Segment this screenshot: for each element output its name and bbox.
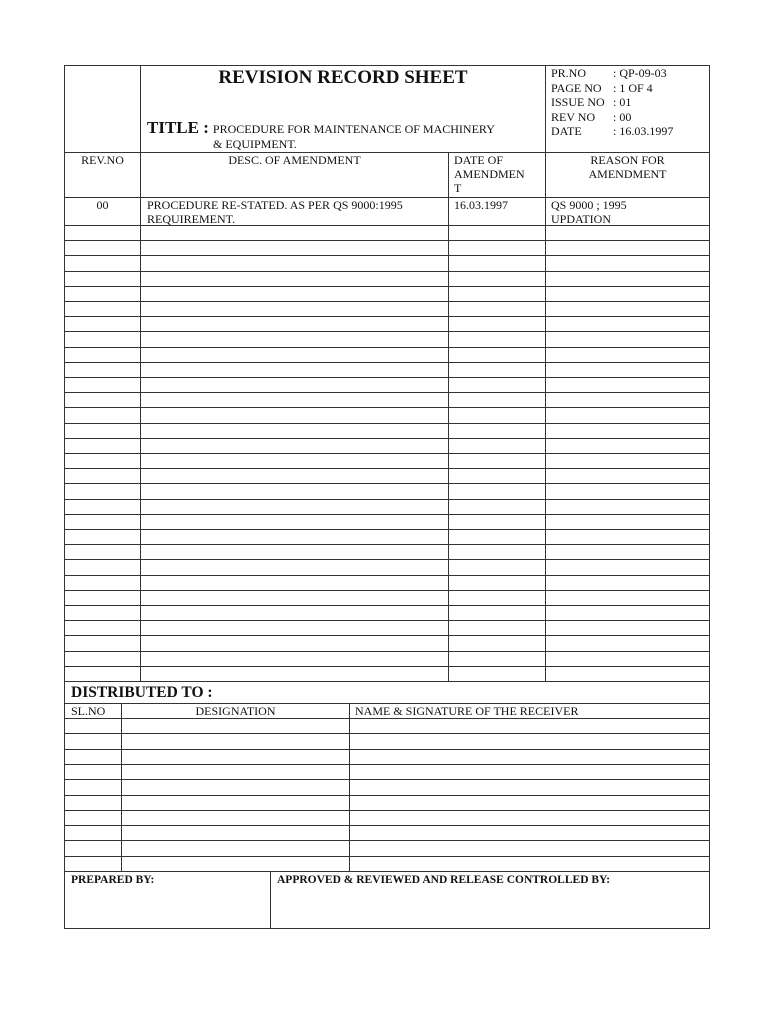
title-text-line2: & EQUIPMENT. [213,137,297,151]
document-meta [551,66,709,139]
meta-row [551,66,709,81]
dist-col-divider-2 [349,703,350,871]
dist-col-header-designation: DESIGNATION [195,704,276,718]
col-divider-date [448,197,449,681]
col-header-reason-line2: AMENDMENT [588,167,667,181]
row-description-line1: PROCEDURE RE-STATED. AS PER QS 9000:1995 [147,198,403,212]
distribution-heading: DISTRIBUTED TO : [71,684,213,701]
row-description [147,198,447,226]
table-row [65,331,709,332]
row-reason-line2: UPDATION [551,212,611,226]
col-header-description: DESC. OF AMENDMENT [228,153,361,167]
table-row [65,240,709,241]
table-row [65,271,709,272]
table-row [65,651,709,652]
table-row [65,840,709,841]
table-row [65,377,709,378]
table-row [65,392,709,393]
col-header-date-line3: T [454,181,462,195]
table-row [65,255,709,256]
table-row [65,438,709,439]
meta-row [551,81,709,96]
table-row [65,635,709,636]
table-row [65,749,709,750]
meta-value: : 01 [613,95,632,109]
meta-value: : QP-09-03 [613,66,667,80]
meta-row [551,124,709,139]
meta-key: PR.NO [551,66,587,80]
col-header-date-line2: AMENDMEN [454,167,525,181]
dist-col-header-receiver: NAME & SIGNATURE OF THE RECEIVER [355,704,579,718]
row-reason [551,198,707,226]
table-row [65,605,709,606]
table-row [65,362,709,363]
table-row [65,825,709,826]
table-row [65,514,709,515]
table-row [65,764,709,765]
approved-by-label: APPROVED & REVIEWED AND RELEASE CONTROLLED BY: [277,874,611,886]
col-divider-rev [140,197,141,681]
meta-value: : 00 [613,109,632,124]
col-header-date-line1: DATE OF [454,153,504,167]
col-header-reason [546,153,709,181]
table-row [65,347,709,348]
table-row [65,681,709,682]
table-row [65,779,709,780]
page-title: REVISION RECORD SHEET [218,67,468,88]
dist-col-header-sl-no: SL.NO [71,704,106,718]
document-title [147,119,547,151]
table-row [65,499,709,500]
footer-top-line [65,871,709,872]
footer-divider [270,871,271,929]
row-reason-line1: QS 9000 ; 1995 [551,198,627,212]
title-label: TITLE : [147,118,209,137]
table-row [65,620,709,621]
prepared-by-label: PREPARED BY: [71,874,155,886]
revision-record-sheet [64,65,710,929]
meta-row [551,110,709,125]
meta-row [551,95,709,110]
table-row [65,856,709,857]
meta-key: PAGE NO [551,80,602,95]
table-row [65,733,709,734]
table-row [65,529,709,530]
table-row [65,225,709,226]
table-row [65,407,709,408]
table-row [65,559,709,560]
meta-value: : 1 OF 4 [613,80,653,95]
meta-value: : 16.03.1997 [613,124,674,138]
table-row [65,316,709,317]
table-row [65,423,709,424]
meta-key: REV NO [551,109,596,124]
col-header-reason-line1: REASON FOR [590,153,665,167]
table-row [65,718,709,719]
col-divider-date-header [448,152,449,197]
row-description-line2: REQUIREMENT. [147,212,236,226]
col-divider-reason [545,197,546,681]
table-row [65,483,709,484]
title-text-line1: PROCEDURE FOR MAINTENANCE OF MACHINERY [212,122,495,136]
col-header-rev-no: REV.NO [81,153,124,167]
col-header-date [454,153,546,195]
table-row [65,795,709,796]
table-row [65,544,709,545]
meta-key: DATE [551,124,582,138]
table-row [65,453,709,454]
meta-key: ISSUE NO [551,95,605,109]
table-row [65,286,709,287]
table-row [65,590,709,591]
table-row [65,575,709,576]
row-rev-no: 00 [96,198,109,212]
dist-col-divider-1 [121,703,122,871]
table-row [65,810,709,811]
table-row [65,301,709,302]
table-row [65,468,709,469]
row-date: 16.03.1997 [454,198,508,212]
table-row [65,666,709,667]
